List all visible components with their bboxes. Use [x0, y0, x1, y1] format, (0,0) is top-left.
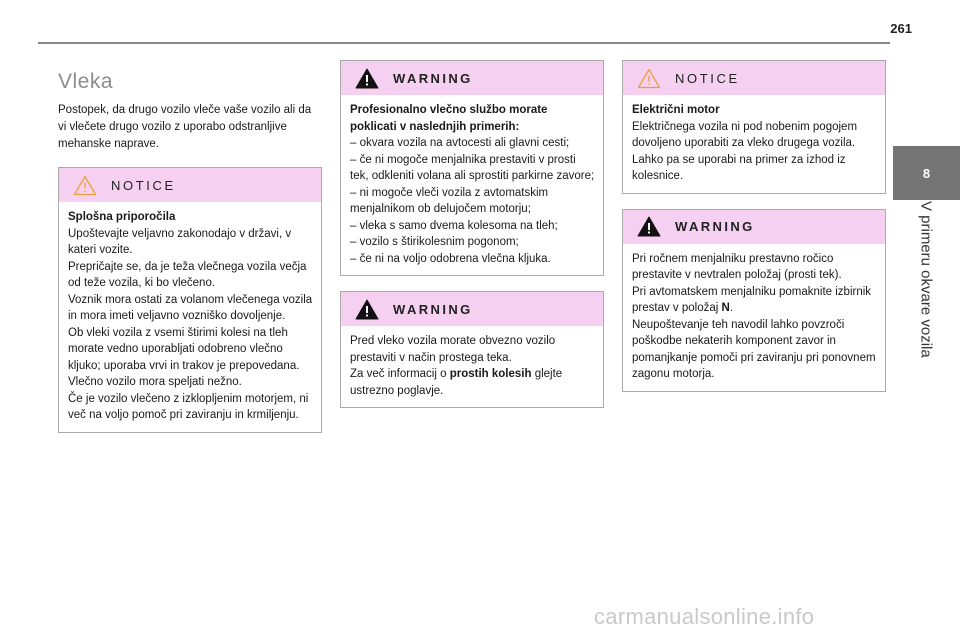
- header-rule: [38, 42, 890, 44]
- warning-item: – če ni na voljo odobrena vlečna kljuka.: [350, 252, 551, 265]
- chapter-title-container: [893, 201, 960, 401]
- notice-line: Prepričajte se, da je teža vlečnega vozila večja od teže vozila, ki bo vlečeno.: [68, 260, 307, 289]
- warning-box-towing-service: [340, 60, 604, 276]
- warning-item: – vleka s samo dvema kolesoma na tleh;: [350, 219, 558, 232]
- warning-text: [350, 366, 595, 399]
- warning-triangle-outline-icon: [637, 68, 661, 89]
- warning-text: Neupoštevanje teh navodil lahko povzroči poškodbe nekaterih komponent zavor in pomanjkanje pomoči pri zaviranju pri ponovnem zagonu motorja.: [632, 318, 876, 380]
- notice-header: [623, 61, 885, 95]
- warning-triangle-filled-icon: [355, 68, 379, 89]
- notice-title: Električni motor: [632, 104, 720, 116]
- column-2: [340, 60, 604, 423]
- notice-line: Upoštevajte veljavno zakonodajo v državi, v kateri vozite.: [68, 227, 292, 256]
- page-number: 261: [890, 21, 912, 36]
- notice-header: [59, 168, 321, 202]
- notice-line: Če je vozilo vlečeno z izklopljenim motorjem, ni več na voljo pomoč pri zaviranju in krmiljenju.: [68, 392, 309, 421]
- warning-text-part: glejte ustrezno poglavje.: [350, 368, 563, 397]
- column-3: [622, 60, 886, 407]
- warning-text: Pred vleko vozila morate obvezno vozilo prestaviti v način prostega teka.: [350, 335, 556, 364]
- warning-label: WARNING: [393, 70, 473, 86]
- notice-text: Električnega vozila ni pod nobenim pogojem dovoljeno uporabiti za vleko drugega vozila. Lahko pa se uporabi na primer za izhod iz kolesnice.: [632, 120, 858, 182]
- section-intro: Postopek, da drugo vozilo vleče vaše vozilo ali da vi vlečete drugo vozilo z uporabo odstranljive mehanske naprave.: [58, 104, 312, 150]
- warning-text-part: .: [729, 302, 734, 314]
- warning-text-part: Pri avtomatskem menjalniku pomaknite izbirnik prestav v položaj: [632, 285, 872, 314]
- free-wheel-link-text: prostih kolesih: [449, 368, 532, 380]
- warning-header: [341, 61, 603, 95]
- warning-header: [341, 292, 603, 326]
- warning-label: WARNING: [393, 301, 473, 317]
- notice-line: Vlečno vozilo mora speljati nežno.: [68, 376, 242, 388]
- warning-title: Profesionalno vlečno službo morate poklicati v naslednjih primerih:: [350, 104, 548, 133]
- warning-item: – vozilo s štirikolesnim pogonom;: [350, 236, 519, 248]
- warning-triangle-filled-icon: [637, 216, 661, 237]
- warning-item: – ni mogoče vleči vozila z avtomatskim menjalnikom ob delujočem motorju;: [350, 186, 549, 215]
- warning-label: WARNING: [675, 219, 755, 234]
- warning-box-neutral: [340, 291, 604, 408]
- warning-text-part: Za več informacij o: [350, 368, 450, 380]
- warning-text: [632, 284, 877, 317]
- warning-item: – okvara vozila na avtocesti ali glavni cesti;: [350, 137, 570, 149]
- warning-body: [341, 95, 603, 275]
- notice-line: Ob vleki vozila z vsemi štirimi kolesi na tleh morate vedno uporabljati odobreno vlečno kljuko; uporaba vrvi in trakov je prepovedana.: [68, 326, 300, 372]
- warning-triangle-filled-icon: [355, 299, 379, 320]
- notice-line: Voznik mora ostati za volanom vlečenega vozila in mora imeti veljavno vozniško dovoljenje.: [68, 293, 313, 322]
- notice-label: NOTICE: [111, 177, 176, 193]
- notice-body: [623, 95, 885, 193]
- warning-triangle-outline-icon: [73, 175, 97, 196]
- warning-item: – če ni mogoče menjalnika prestaviti v prosti tek, odkleniti volana ali sprostiti parkirne zavore;: [350, 153, 595, 182]
- warning-text: Pri ročnem menjalniku prestavno ročico prestavite v nevtralen položaj (prosti tek).: [632, 252, 842, 281]
- warning-body: [623, 244, 885, 391]
- gear-position-n: N: [721, 302, 730, 314]
- notice-box-general: [58, 167, 322, 433]
- warning-header: [623, 210, 885, 244]
- notice-label: NOTICE: [675, 70, 740, 86]
- warning-body: [341, 326, 603, 407]
- notice-box-electric-motor: [622, 60, 886, 194]
- chapter-tab[interactable]: 8: [893, 146, 960, 200]
- chapter-title: V primeru okvare vozila: [917, 201, 935, 358]
- notice-title: Splošna priporočila: [68, 211, 176, 223]
- section-heading: Vleka: [58, 70, 114, 93]
- warning-box-gear-selector: [622, 209, 886, 392]
- column-1: [58, 60, 322, 448]
- watermark: carmanualsonline.info: [594, 604, 815, 629]
- notice-body: [59, 202, 321, 432]
